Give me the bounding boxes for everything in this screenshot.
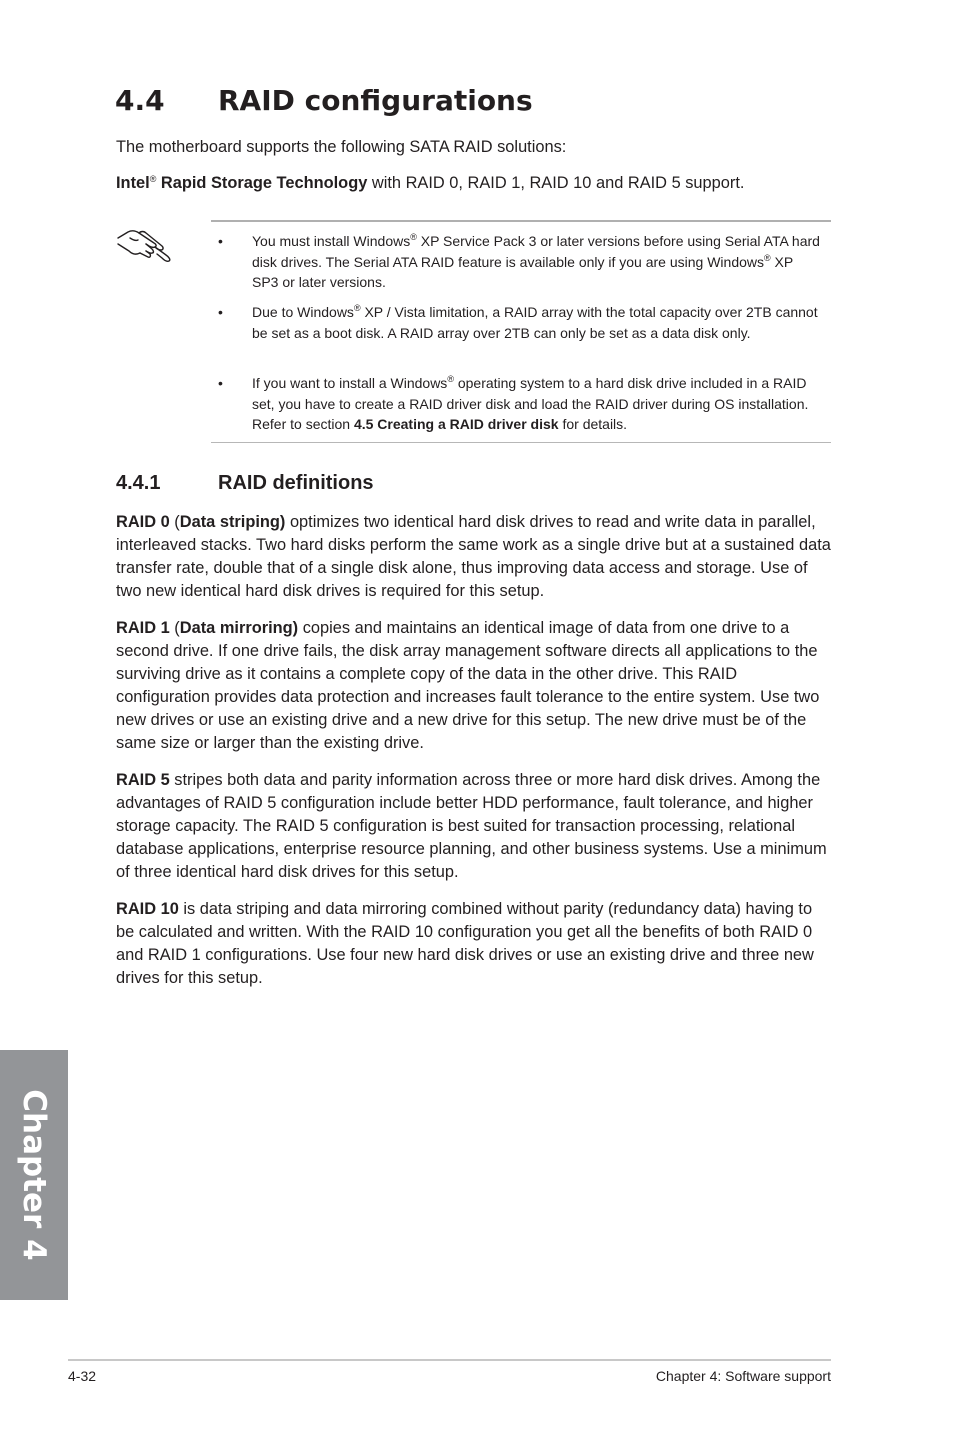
raid0-term: RAID 0 [116, 513, 170, 531]
registered-mark: ® [149, 174, 157, 184]
raid1-text: copies and maintains an identical image of data from one drive to a second drive. If one drive fails, the disk array management software directs all applications to the surviving drive as it contains a complete copy of the data in the other drive. This RAID configuration provides data protection and increases fault tolerance to the entire system. Use two new drives or use an existing drive and a new drive for this setup. The new drive must be of the same size or larger than the existing drive. [116, 619, 820, 752]
intel-support-text: with RAID 0, RAID 1, RAID 10 and RAID 5 support. [367, 174, 745, 192]
footer-chapter-title: Chapter 4: Software support [655, 1368, 831, 1384]
bullet-dot: • [218, 233, 223, 249]
intel-rst-line [116, 172, 834, 195]
raid5-text: stripes both data and parity information across three or more hard disk drives. Among the advantages of RAID 5 configuration include better HDD performance, fault tolerance, and higher storage capacity. The RAID 5 configuration is best suited for transaction processing, relational database applications, enterprise resource planning, and other business systems. Use a minimum of three identical hard disk drives for this setup. [116, 771, 827, 881]
raid10-text: is data striping and data mirroring combined without parity (redundancy data) having to be calculated and written. With the RAID 10 configuration you get all the benefits of both RAID 0 and RAID 1 configurations. Use four new hard disk drives or use an existing drive and three new drives for this setup. [116, 900, 814, 987]
raid10-term: RAID 10 [116, 900, 179, 918]
chapter-tab-label: Chapter 4 [16, 1089, 52, 1261]
raid5-term: RAID 5 [116, 771, 170, 789]
subsection-number: 4.4.1 [116, 472, 161, 494]
section-heading [115, 84, 533, 117]
note-item-text: If you want to install a Windows® operating system to a hard disk drive included in a RAID set, you have to create a RAID driver disk and load the RAID driver during OS installation. Refer to section 4.5 Creating a RAID driver disk for details. [252, 374, 809, 432]
chapter-tab [0, 1050, 68, 1300]
raid1-term: RAID 1 [116, 619, 170, 637]
intel-product: Rapid Storage Technology [156, 174, 368, 192]
raid1-mode: Data mirroring) [179, 619, 299, 637]
intel-brand: Intel [116, 174, 150, 192]
note-top-rule [211, 220, 831, 222]
raid0-paragraph: RAID 0 (Data striping) optimizes two identical hard disk drives to read and write data in parallel, interleaved stacks. Two hard disks perform the same work as a single drive but at a sustained data transfer rate, double that of a single disk alone, thus improving data access and storage. Use of two new identical hard disk drives is required for this setup. [116, 513, 831, 600]
raid0-mode: Data striping) [179, 513, 286, 531]
bullet-dot: • [218, 375, 223, 391]
raid0-text: optimizes two identical hard disk drives to read and write data in parallel, interleaved stacks. Two hard disks perform the same work as a single drive but at a sustained data transfer rate, double that of a single disk alone, thus improving data access and storage. Use of two new identical hard disk drives is required for this setup. [116, 513, 831, 600]
note-item-1 [218, 231, 818, 293]
note-item-text: You must install Windows® XP Service Pack 3 or later versions before using Serial ATA hard disk drives. The Serial ATA RAID feature is available only if you are using Windows® XP SP3 or later versions. [252, 232, 820, 290]
subsection-title: RAID definitions [218, 472, 374, 494]
note-item-2 [218, 302, 818, 343]
note-bottom-rule [211, 442, 831, 443]
raid1-paragraph: RAID 1 (Data mirroring) copies and maintains an identical image of data from one drive to a second drive. If one drive fails, the disk array management software directs all applications to the surviving drive as it contains a complete copy of the data in the other drive. This RAID configuration provides data protection and increases fault tolerance to the entire system. Use two new drives or use an existing drive and a new drive for this setup. The new drive must be of the same size or larger than the existing drive. [116, 619, 820, 752]
subsection-heading [116, 472, 374, 495]
pointing-hand-icon [116, 224, 174, 264]
page-number: 4-32 [68, 1368, 97, 1384]
raid5-paragraph [116, 769, 834, 884]
note-item-3 [218, 373, 818, 435]
section-number: 4.4 [115, 84, 165, 117]
section-reference: 4.5 Creating a RAID driver disk [353, 416, 559, 432]
note-item-text: Due to Windows® XP / Vista limitation, a RAID array with the total capacity over 2TB cannot be set as a boot disk. A RAID array over 2TB can only be set as a data disk only. [252, 303, 818, 341]
intro-text: The motherboard supports the following SATA RAID solutions: [116, 138, 567, 156]
raid10-paragraph [116, 898, 834, 990]
bullet-dot: • [218, 304, 223, 320]
section-title: RAID configurations [218, 84, 533, 117]
footer-rule [68, 1359, 831, 1361]
